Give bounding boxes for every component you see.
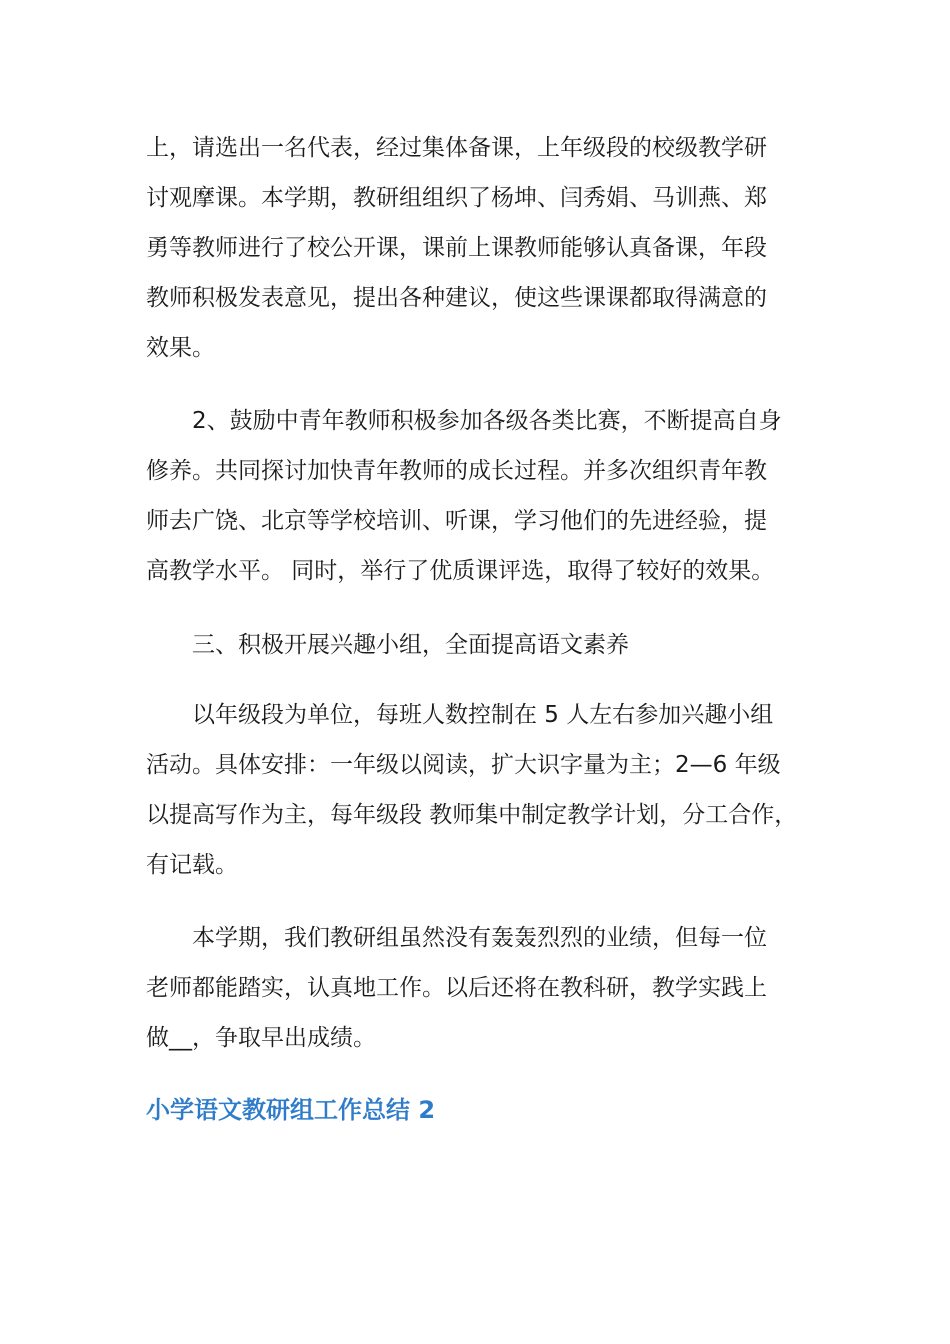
paragraph-line: 活动。具体安排：一年级以阅读，扩大识字量为主；2—6 年级 <box>146 752 781 778</box>
paragraph-line: 上，请选出一名代表，经过集体备课，上年级段的校级教学研 <box>146 135 767 161</box>
paragraph-line: 做__，争取早出成绩。 <box>146 1025 376 1051</box>
paragraph-2 <box>146 396 806 596</box>
paragraph-line: 修养。共同探讨加快青年教师的成长过程。并多次组织青年教 <box>146 458 767 484</box>
paragraph-line: 本学期，我们教研组虽然没有轰轰烈烈的业绩，但每一位 <box>192 925 767 951</box>
paragraph-line: 老师都能踏实，认真地工作。以后还将在教科研，教学实践上 <box>146 975 767 1001</box>
subsection-heading <box>146 620 806 670</box>
subsection-heading-text: 三、积极开展兴趣小组，全面提高语文素养 <box>192 632 629 658</box>
paragraph-line: 以提高写作为主，每年级段 教师集中制定教学计划，分工合作， <box>146 802 798 828</box>
paragraph-line: 勇等教师进行了校公开课，课前上课教师能够认真备课，年段 <box>146 235 767 261</box>
paragraph-3 <box>146 690 806 890</box>
paragraph-line: 2、鼓励中青年教师积极参加各级各类比赛，不断提高自身 <box>192 408 782 434</box>
section-heading: 小学语文教研组工作总结 2 <box>146 1096 436 1124</box>
paragraph-line: 有记载。 <box>146 852 238 878</box>
paragraph-line: 师去广饶、北京等学校培训、听课，学习他们的先进经验，提 <box>146 508 767 534</box>
paragraph-line: 效果。 <box>146 335 215 361</box>
paragraph-1 <box>146 123 806 373</box>
paragraph-line: 以年级段为单位，每班人数控制在 5 人左右参加兴趣小组 <box>192 702 774 728</box>
paragraph-4 <box>146 913 806 1063</box>
paragraph-line: 教师积极发表意见，提出各种建议，使这些课课都取得满意的 <box>146 285 767 311</box>
paragraph-line: 高教学水平。 同时，举行了优质课评选，取得了较好的效果。 <box>146 558 775 584</box>
paragraph-line: 讨观摩课。本学期，教研组组织了杨坤、闫秀娟、马训燕、郑 <box>146 185 767 211</box>
